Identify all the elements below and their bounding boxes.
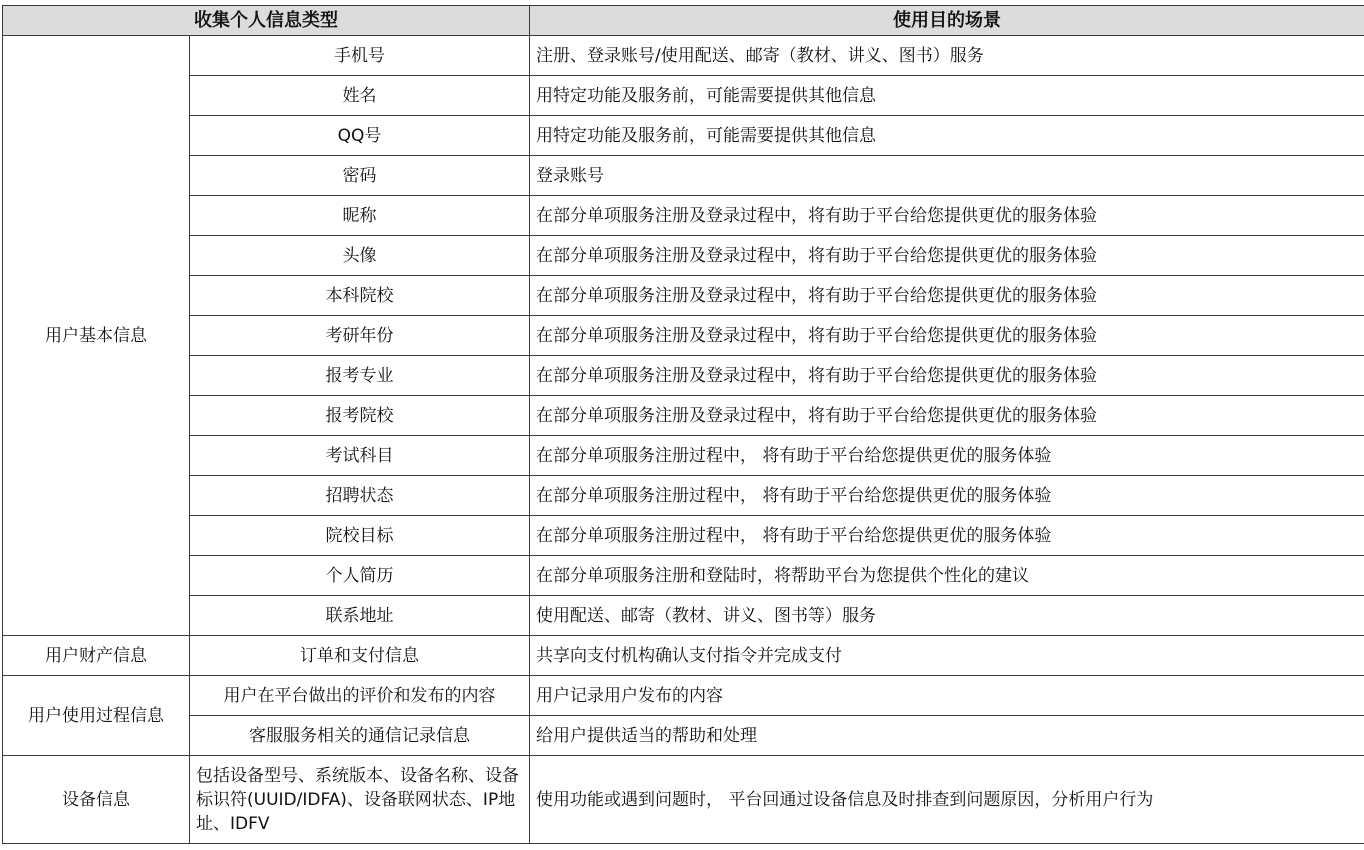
info-item: 考试科目 (190, 436, 530, 476)
info-item: 手机号 (190, 36, 530, 76)
purpose-cell: 在部分单项服务注册过程中， 将有助于平台给您提供更优的服务体验 (530, 476, 1364, 516)
table-row (3, 756, 1364, 844)
info-item: 用户在平台做出的评价和发布的内容 (190, 676, 530, 716)
info-item: 本科院校 (190, 276, 530, 316)
info-item: 招聘状态 (190, 476, 530, 516)
info-item: 报考院校 (190, 396, 530, 436)
purpose-cell: 在部分单项服务注册及登录过程中，将有助于平台给您提供更优的服务体验 (530, 236, 1364, 276)
table-row (3, 116, 1364, 156)
purpose-cell: 登录账号 (530, 156, 1364, 196)
table-row (3, 596, 1364, 636)
purpose-cell: 注册、登录账号/使用配送、邮寄（教材、讲义、图书）服务 (530, 36, 1364, 76)
info-item: 个人简历 (190, 556, 530, 596)
table-row (3, 196, 1364, 236)
table-row (3, 716, 1364, 756)
table-row (3, 356, 1364, 396)
category-basic-info: 用户基本信息 (3, 36, 190, 636)
table-row (3, 36, 1364, 76)
table-row (3, 556, 1364, 596)
purpose-cell: 共享向支付机构确认支付指令并完成支付 (530, 636, 1364, 676)
table-row (3, 156, 1364, 196)
table-row (3, 476, 1364, 516)
purpose-cell: 用特定功能及服务前，可能需要提供其他信息 (530, 116, 1364, 156)
category-device-info: 设备信息 (3, 756, 190, 844)
purpose-cell: 用特定功能及服务前，可能需要提供其他信息 (530, 76, 1364, 116)
info-item: 考研年份 (190, 316, 530, 356)
purpose-cell: 在部分单项服务注册和登陆时，将帮助平台为您提供个性化的建议 (530, 556, 1364, 596)
purpose-cell: 使用功能或遇到问题时， 平台回通过设备信息及时排查到问题原因，分析用户行为 (530, 756, 1364, 844)
purpose-cell: 使用配送、邮寄（教材、讲义、图书等）服务 (530, 596, 1364, 636)
table-row (3, 516, 1364, 556)
privacy-info-table (2, 5, 1364, 844)
info-item: 订单和支付信息 (190, 636, 530, 676)
table-row (3, 276, 1364, 316)
table-row (3, 396, 1364, 436)
table-row (3, 316, 1364, 356)
info-item: 报考专业 (190, 356, 530, 396)
header-purpose: 使用目的场景 (530, 6, 1364, 36)
info-item: 姓名 (190, 76, 530, 116)
purpose-cell: 在部分单项服务注册及登录过程中，将有助于平台给您提供更优的服务体验 (530, 356, 1364, 396)
table-row (3, 236, 1364, 276)
purpose-cell: 在部分单项服务注册及登录过程中，将有助于平台给您提供更优的服务体验 (530, 276, 1364, 316)
purpose-cell: 用户记录用户发布的内容 (530, 676, 1364, 716)
info-item: 联系地址 (190, 596, 530, 636)
category-property-info: 用户财产信息 (3, 636, 190, 676)
category-usage-info: 用户使用过程信息 (3, 676, 190, 756)
info-item: QQ号 (190, 116, 530, 156)
purpose-cell: 在部分单项服务注册过程中， 将有助于平台给您提供更优的服务体验 (530, 436, 1364, 476)
purpose-cell: 给用户提供适当的帮助和处理 (530, 716, 1364, 756)
info-item: 密码 (190, 156, 530, 196)
info-item: 院校目标 (190, 516, 530, 556)
table-row (3, 436, 1364, 476)
table-row (3, 676, 1364, 716)
purpose-cell: 在部分单项服务注册及登录过程中，将有助于平台给您提供更优的服务体验 (530, 196, 1364, 236)
info-item: 客服服务相关的通信记录信息 (190, 716, 530, 756)
header-info-type: 收集个人信息类型 (3, 6, 530, 36)
info-item: 头像 (190, 236, 530, 276)
table-row (3, 76, 1364, 116)
purpose-cell: 在部分单项服务注册过程中， 将有助于平台给您提供更优的服务体验 (530, 516, 1364, 556)
purpose-cell: 在部分单项服务注册及登录过程中，将有助于平台给您提供更优的服务体验 (530, 316, 1364, 356)
info-item: 包括设备型号、系统版本、设备名称、设备标识符(UUID/IDFA)、设备联网状态、IP地址、IDFV (190, 756, 530, 844)
table-header-row (3, 6, 1364, 36)
purpose-cell: 在部分单项服务注册及登录过程中，将有助于平台给您提供更优的服务体验 (530, 396, 1364, 436)
info-item: 昵称 (190, 196, 530, 236)
table-row (3, 636, 1364, 676)
